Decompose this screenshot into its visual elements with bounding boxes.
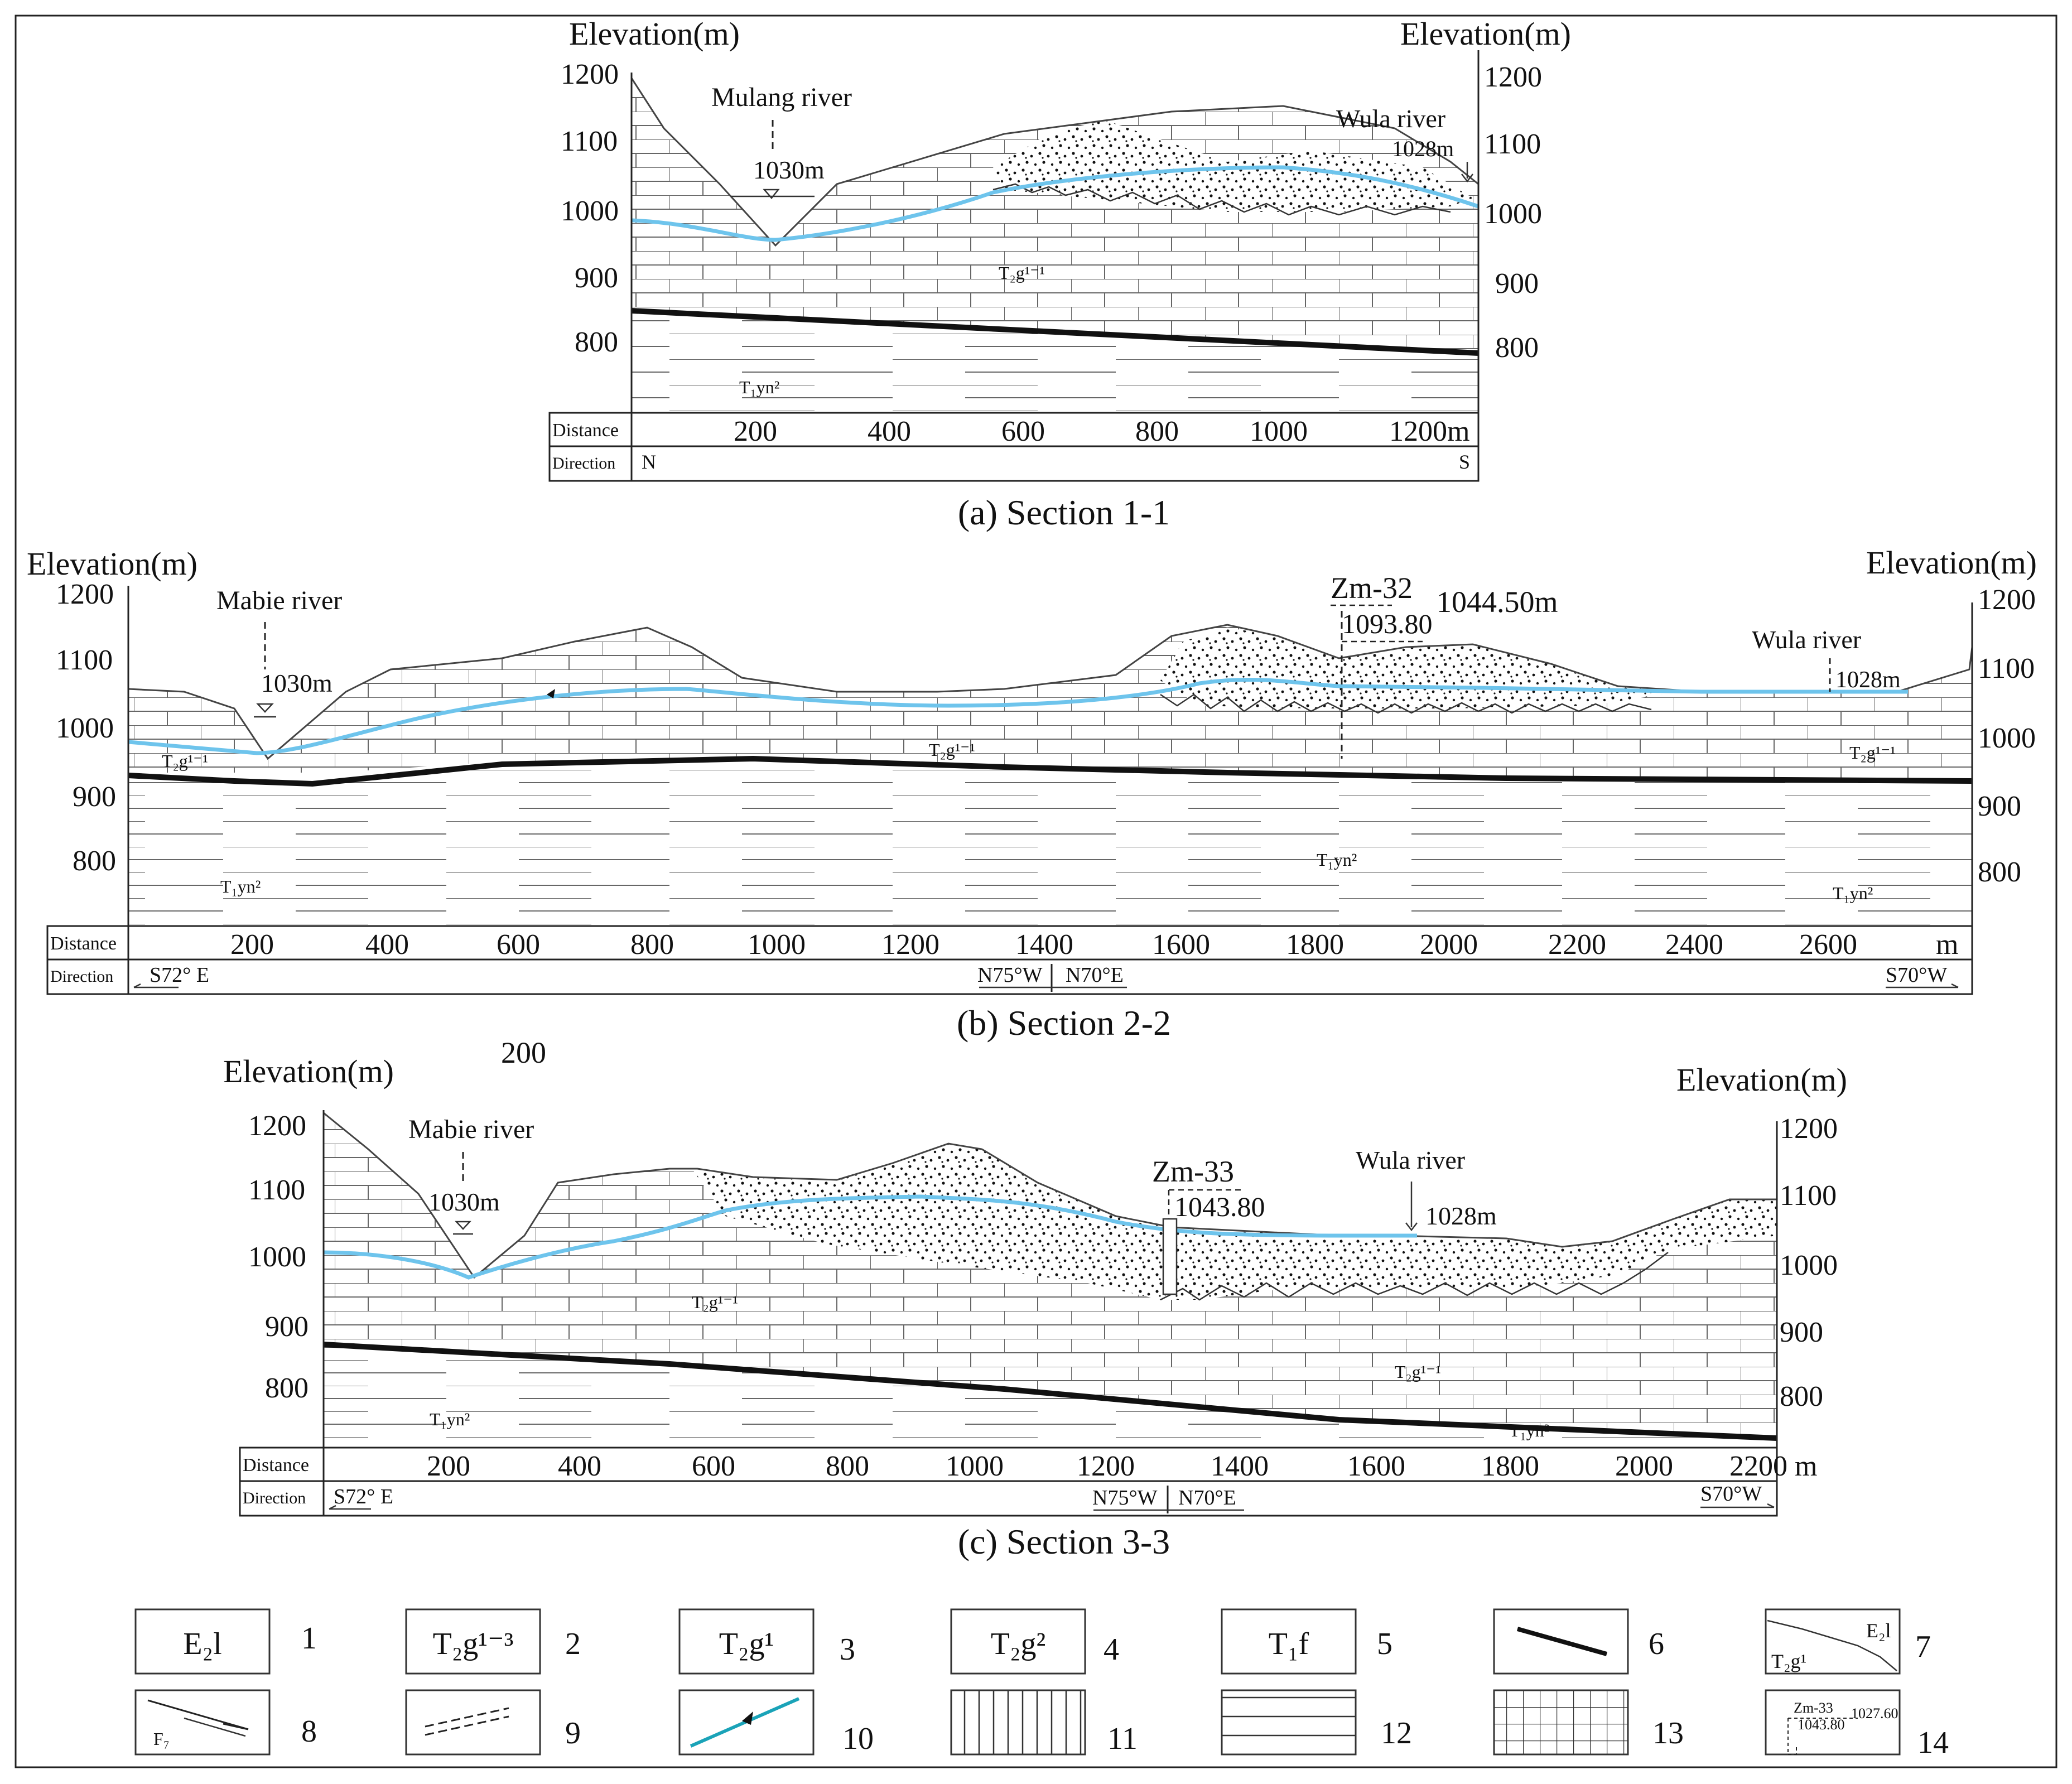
elevation-tick: 1100 [1484,128,1541,160]
distance-tick: 2000 [1420,929,1478,961]
distance-tick: 200 [734,416,777,447]
distance-tick: 1200 [881,929,939,961]
stratum-label: T₁yn² [1317,850,1357,870]
legend-symbol: E₂l [183,1627,222,1661]
stratum-label: T₁yn² [1509,1420,1550,1440]
left-axis-title: Elevation(m) [27,546,198,582]
section-1-1 [550,16,1571,532]
elevation-tick: 1000 [1780,1250,1838,1281]
river-label: Mabie river [216,586,343,615]
stratum-label: T₂g¹⁻¹ [692,1292,738,1312]
top-note: 200 [501,1036,546,1069]
stratum-label: T₂g¹⁻¹ [1849,742,1896,763]
elevation-tick: 1100 [56,644,113,676]
river-label: Mabie river [408,1115,534,1144]
legend-item-14 [1766,1690,1949,1760]
left-axis-title: Elevation(m) [223,1053,394,1089]
legend-item-8 [136,1690,317,1754]
legend-symbol: E₂l [1866,1619,1891,1642]
elevation-tick: 800 [575,326,618,358]
legend-symbol: T₁f [1268,1627,1309,1661]
river-label: Wula river [1336,104,1446,133]
borehole-depth: 1043.80 [1174,1191,1265,1222]
legend-symbol: Zm-33 [1794,1700,1833,1716]
stratum-label: T₂g¹⁻¹ [929,740,975,760]
legend-number: 10 [842,1722,874,1756]
legend-number: 5 [1377,1627,1392,1661]
direction-label: Direction [552,454,616,472]
legend-item-6 [1494,1609,1664,1674]
elevation-tick: 1200 [561,59,619,90]
distance-label: Distance [552,420,619,441]
distance-tick: 200 [427,1450,470,1482]
legend-symbol-level: 1027.60 [1851,1705,1898,1722]
distance-tick: 1200 [1077,1450,1135,1482]
legend-number: 13 [1652,1716,1684,1751]
stratum-label: T₁yn² [220,876,261,896]
elevation-tick: 1200 [1780,1113,1838,1145]
distance-tick: 800 [630,929,674,961]
legend-symbol: T₂g¹⁻³ [432,1627,514,1661]
elevation-tick: 1200 [1484,61,1542,93]
elevation-tick: 1100 [1780,1180,1837,1212]
distance-label: Distance [50,933,117,954]
section-2-2 [27,544,2037,1043]
borehole-depth: 1093.80 [1342,608,1433,639]
distance-tick: 1200m [1389,416,1470,447]
legend-item-5 [1222,1609,1392,1674]
stratum-label: T₂g¹⁻¹ [162,751,208,771]
elevation-tick: 1200 [1978,584,2036,616]
distance-tick: 1000 [1250,416,1308,447]
elevation-tick: 800 [1780,1381,1823,1412]
distance-tick: 400 [558,1450,601,1482]
legend-number: 7 [1915,1629,1931,1664]
elevation-tick: 800 [265,1372,309,1404]
legend-item-12 [1222,1690,1412,1754]
direction-label: Direction [50,967,114,986]
distance-tick: 600 [692,1450,735,1482]
distance-unit: m [1936,929,1959,961]
elevation-tick: 1100 [561,126,618,157]
legend-number: 4 [1104,1632,1119,1667]
right-axis-title: Elevation(m) [1400,16,1572,52]
river-level-label: 1028m [1835,667,1901,693]
legend-symbol-depth: 1043.80 [1798,1717,1845,1733]
distance-tick: 600 [497,929,540,961]
distance-tick: 200 [230,929,274,961]
distance-tick: 1800 [1481,1450,1539,1482]
river-level-label: 1028m [1392,136,1454,161]
direction-label: Direction [243,1489,306,1507]
elevation-tick: 1000 [561,195,619,227]
legend-item-1 [136,1609,317,1674]
river-label: Wula river [1356,1146,1466,1174]
river-level-label: 1028m [1425,1202,1497,1230]
distance-tick: 1400 [1015,929,1073,961]
legend-item-2 [406,1609,581,1674]
legend-item-7 [1766,1609,1931,1674]
legend-item-4 [951,1609,1119,1674]
elevation-tick: 1100 [248,1174,306,1206]
direction-mid-left: N75°W [1092,1486,1158,1510]
distance-tick: 1600 [1347,1450,1405,1482]
direction-right: S70°W [1700,1482,1762,1506]
direction-mid-left: N75°W [977,963,1043,987]
distance-tick: 400 [365,929,409,961]
distance-tick: 1800 [1286,929,1344,961]
distance-tick: 2200 m [1729,1450,1818,1482]
legend-item-3 [680,1609,855,1674]
borehole-column [1163,1219,1177,1294]
legend-symbol: T₂g² [990,1627,1046,1661]
legend-number: 1 [301,1621,317,1656]
section-caption: (a) Section 1-1 [957,493,1170,532]
distance-tick: 1000 [946,1450,1004,1482]
right-axis-title: Elevation(m) [1676,1062,1848,1098]
river-label: Wula river [1752,625,1862,654]
stratum-label: T₁yn² [1833,883,1873,903]
legend-number: 3 [840,1632,855,1667]
direction-mid-right: N70°E [1178,1486,1236,1510]
elevation-tick: 800 [1978,856,2021,888]
elevation-tick: 800 [1495,332,1539,364]
legend-item-13 [1494,1690,1684,1754]
left-axis-title: Elevation(m) [569,16,740,52]
right-axis-title: Elevation(m) [1866,544,2037,581]
distance-tick: 1000 [748,929,806,961]
direction-left: S72° E [334,1485,394,1508]
legend-item-9 [406,1690,581,1754]
section-3-3 [223,1036,1847,1561]
distance-tick: 2200 [1548,929,1606,961]
distance-tick: 1600 [1152,929,1210,961]
legend-symbol-lower: T₂g¹ [1771,1650,1807,1672]
legend-item-10 [680,1690,874,1756]
distance-tick: 600 [1001,416,1045,447]
river-level-label: 1030m [261,669,333,697]
distance-tick: 800 [826,1450,869,1482]
distance-tick: 800 [1135,416,1179,447]
distance-tick: 2000 [1615,1450,1673,1482]
elevation-tick: 1200 [56,578,114,610]
elevation-tick: 900 [1978,790,2021,822]
legend-number: 11 [1107,1722,1138,1756]
legend-number: 9 [565,1716,581,1751]
elevation-tick: 900 [1780,1317,1823,1348]
elevation-tick: 900 [575,262,618,294]
elevation-tick: 800 [73,845,116,877]
borehole-id: Zm-33 [1152,1155,1234,1188]
legend-number: 6 [1649,1627,1664,1661]
legend [136,1609,1949,1760]
section-caption: (b) Section 2-2 [957,1003,1171,1043]
stratum-label: T₁yn² [739,377,780,397]
elevation-tick: 1100 [1978,653,2035,684]
distance-tick: 2400 [1665,929,1723,961]
river-level-label: 1030m [753,156,825,184]
borehole-id: Zm-32 [1331,571,1413,605]
legend-number: 8 [301,1714,317,1749]
legend-number: 14 [1917,1725,1949,1760]
legend-item-11 [951,1690,1138,1756]
elevation-tick: 900 [265,1311,309,1343]
elevation-tick: 1200 [248,1110,306,1142]
direction-left: S72° E [150,963,210,987]
borehole-level: 1044.50m [1437,585,1558,619]
river-label: Mulang river [711,83,852,112]
stratum-label: T₁yn² [430,1409,470,1429]
elevation-tick: 1000 [248,1241,306,1273]
elevation-tick: 900 [73,781,116,813]
legend-symbol: T₂g¹ [719,1627,774,1661]
elevation-tick: 1000 [1978,722,2036,754]
direction-right: S70°W [1886,963,1948,987]
section-caption: (c) Section 3-3 [957,1522,1170,1561]
legend-number: 2 [565,1627,581,1661]
direction-right: S [1459,451,1471,473]
elevation-tick: 900 [1495,268,1539,300]
stratum-label: T₂g¹⁻¹ [999,263,1045,283]
distance-tick: 2600 [1799,929,1857,961]
distance-tick: 400 [868,416,911,447]
stratum-label: T₂g¹⁻¹ [1395,1362,1441,1382]
elevation-tick: 1000 [1484,198,1542,230]
elevation-tick: 1000 [56,712,114,744]
distance-label: Distance [243,1455,309,1476]
legend-number: 12 [1381,1716,1412,1751]
direction-mid-right: N70°E [1066,963,1124,987]
direction-left: N [642,451,656,473]
river-level-label: 1030m [428,1188,500,1216]
legend-symbol: F₇ [153,1729,170,1749]
distance-tick: 1400 [1211,1450,1269,1482]
